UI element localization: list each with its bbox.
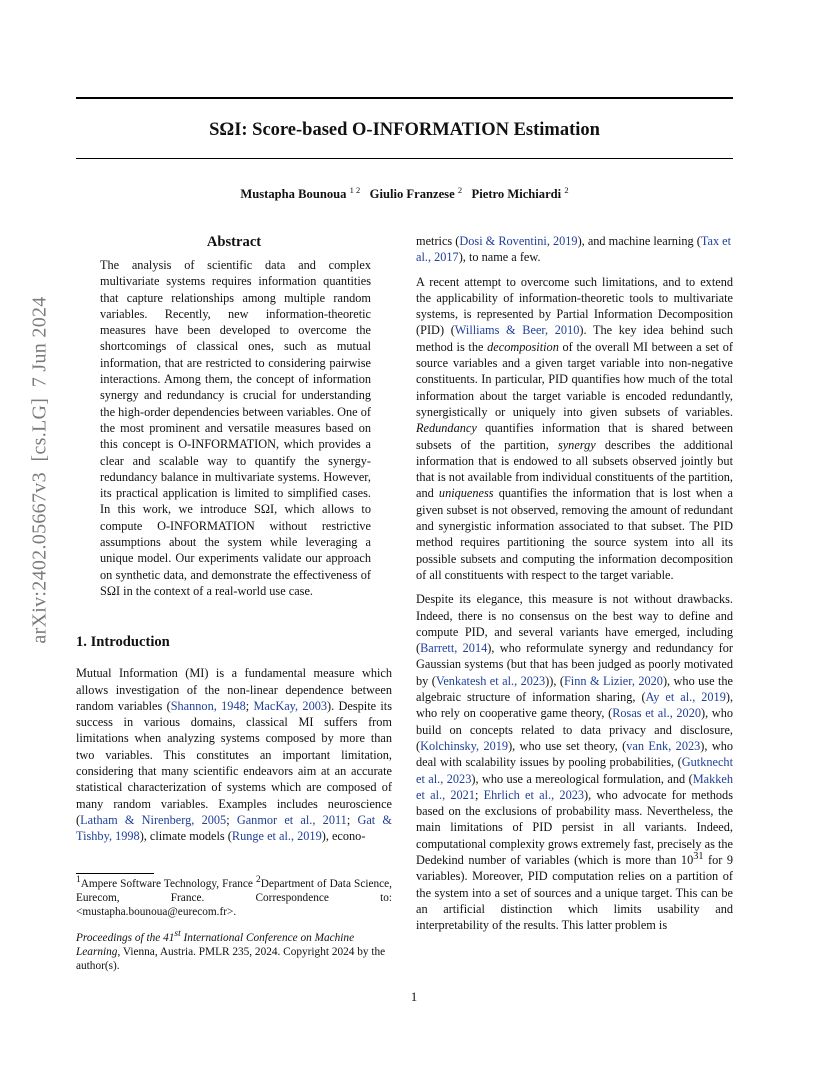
title-bottom-rule xyxy=(76,158,733,159)
acronym: PID xyxy=(713,519,733,534)
affiliation-footnote: $^1$Ampere Software Technology, France $^2$Department of Data Science, Eurecom, France. Correspondence to: <mustapha.bounoua@eurecom.fr>. xyxy=(76,875,392,918)
citation-link[interactable]: Kolchinsky, 2019 xyxy=(420,738,509,753)
paragraph: Despite its elegance, this measure is not without drawbacks. Indeed, there is no consensus on the best way to define and compute PID, and several variants have emerged, including (Barrett, 2014), who reformulate synergy and redundancy for Gaussian systems (but that has been judged as poorly motivated by (Venkatesh et al., 2023)), (Finn & Lizier, 2020), who use the algebraic structure of information sharing, (Ay et al., 2019), who rely on cooperative game theory, (Rosas et al., 2020), who build on concepts related to data privacy and disclosure, (Kolchinsky, 2019), who use set theory, (van Enk, 2023), who deal with scalability issues by pooling probabilities, (Gutknecht et al., 2023), who use a mereological formulation, and (Makkeh et al., 2021; Ehrlich et al., 2023), who advocate for methods based on the exclusions of probability mass. Nevertheless, the main limitations of PID persist in all variants. Indeed, computational complexity grows extremely fast, precisely as the Dedekind number of variables (which is more than $10^{31}$ for 9 variables). Moreover, PID computation relies on a partition of the system into a set of sources and a unique target. This can be an artificial distinction which limits usability and interpretability of the results. This latter problem is xyxy=(416,592,734,933)
citation-link[interactable]: Shannon, 1948 xyxy=(170,698,246,713)
acronym: PID xyxy=(548,372,569,387)
citation-link[interactable]: Williams & Beer, 2010 xyxy=(454,323,580,338)
author-name: Pietro Michiardi xyxy=(471,187,562,201)
author-list xyxy=(76,184,733,202)
author-name: Mustapha Bounoua xyxy=(240,187,347,201)
right-column xyxy=(416,233,733,933)
citation-link[interactable]: Venkatesh et al., 2023 xyxy=(435,673,546,688)
citation-link[interactable]: MacKay, 2003 xyxy=(253,698,328,713)
citation-link[interactable]: Finn & Lizier, 2020 xyxy=(563,673,663,688)
paragraph-continuation: metrics (Dosi & Roventini, 2019), and machine learning (Tax et al., 2017), to name a few. xyxy=(416,234,732,265)
acronym: PID xyxy=(527,869,548,884)
paragraph: Mutual Information (MI) is a fundamental measure which allows investigation of the non-linear dependence between random variables (Shannon, 1948; MacKay, 2003). Despite its success in various domains, classical MI suffers from limitations when analyzing systems composed by more than two variables. This constitutes an important limitation, considering that many scientific endeavors aim at an accurate statistical characterization of systems which are composed of many random variables. Examples includes neuroscience (Latham & Nirenberg, 2005; Ganmor et al., 2011; Gat & Tishby, 1998), climate models (Runge et al., 2019), econo- xyxy=(76,666,393,844)
citation-link[interactable]: Rosas et al., 2020 xyxy=(612,706,701,721)
footnotes xyxy=(76,873,392,973)
acronym: MI xyxy=(632,339,648,354)
abstract-body: The analysis of scientific data and complex multivariate systems requires information quantities that capture relationships among multiple random variables. Recently, new information-theoretic measures have been developed to overcome the shortcomings of classical ones, such as mutual information, that are restricted to considering pairwise interactions. Among them, the concept of information synergy and redundancy is crucial for understanding the high-order dependencies between variables. One of the most prominent and versatile measures based on this concept is O-INFORMATION, which provides a clear and scalable way to quantify the synergy-redundancy balance in multivariate systems. However, its practical application is limited to simplified cases. In this work, we introduce SΩI, which allows to compute O-INFORMATION without restrictive assumptions about the system while leveraging a unique model. Our experiments validate our approach on synthetic data, and demonstrate the effectiveness of SΩI in the context of a real-world use case. xyxy=(100,258,371,598)
abstract-heading: Abstract xyxy=(206,234,262,250)
author-affiliation: 2 xyxy=(564,184,569,195)
proceedings-note: Proceedings of the 41st International Conference on Machine Learning, Vienna, Austria. PMLR 235, 2024. Copyright 2024 by the author(s). xyxy=(76,929,386,972)
page-number: 1 xyxy=(410,990,418,1004)
left-column xyxy=(76,233,392,845)
footnote-rule xyxy=(76,873,154,874)
citation-link[interactable]: Gat & Tishby, 1998 xyxy=(76,812,392,844)
acronym: PID xyxy=(464,624,485,639)
citation-link[interactable]: Latham & Nirenberg, 2005 xyxy=(80,812,227,827)
title-top-rule xyxy=(76,97,733,99)
acronym: MI xyxy=(298,715,314,730)
citation-link[interactable]: Ay et al., 2019 xyxy=(645,690,726,705)
author-name: Giulio Franzese xyxy=(369,187,455,201)
arxiv-identifier: arXiv:2402.05667v3 [cs.LG] 7 Jun 2024 xyxy=(28,296,51,644)
paragraph: A recent attempt to overcome such limitations, and to extend the applicability of information-theoretic tools to multivariate systems, is represented by Partial Information Decomposition (PID) (Williams & Beer, 2010). The key idea behind such method is the decomposition of the overall MI between a set of source variables and a given target variable into non-negative constituents. In particular, PID quantifies how much of the total information about the target variable is encoded redundantly, synergistically or uniquely into given subsets of variables. Redundancy quantifies information that is shared between subsets of the partition, synergy describes the additional information that is endowed to all subsets observed jointly but that is not available from individual constituents of the partition, and uniqueness quantifies the information that is lost when a given subset is not observed, removing the amount of redundant and synergistic information associated to that subset. The PID method requires partitioning the source system into all its possible subsets and computing the information decomposition of all constituents with respect to the target variable. xyxy=(416,274,733,582)
paper-title: SΩI: Score-based O-INFORMATION Estimation xyxy=(209,120,600,140)
citation-link[interactable]: Makkeh et al., 2021 xyxy=(416,771,733,802)
section-heading: 1. Introduction xyxy=(76,634,170,651)
citation-link[interactable]: Ehrlich et al., 2023 xyxy=(483,787,585,802)
citation-link[interactable]: Dosi & Roventini, 2019 xyxy=(459,234,578,248)
acronym: MI xyxy=(189,666,205,681)
author-affiliation: 1 2 xyxy=(349,184,361,195)
acronym: PID xyxy=(532,820,553,835)
citation-link[interactable]: Ganmor et al., 2011 xyxy=(236,812,347,827)
acronym: PID xyxy=(420,323,440,338)
author-affiliation: 2 xyxy=(457,184,463,195)
citation-link[interactable]: van Enk, 2023 xyxy=(626,738,701,753)
citation-link[interactable]: Barrett, 2014 xyxy=(420,641,488,656)
citation-link[interactable]: Gutknecht et al., 2023 xyxy=(416,755,733,786)
citation-link[interactable]: Runge et al., 2019 xyxy=(231,829,322,844)
citation-link[interactable]: Tax et al., 2017 xyxy=(416,234,732,265)
